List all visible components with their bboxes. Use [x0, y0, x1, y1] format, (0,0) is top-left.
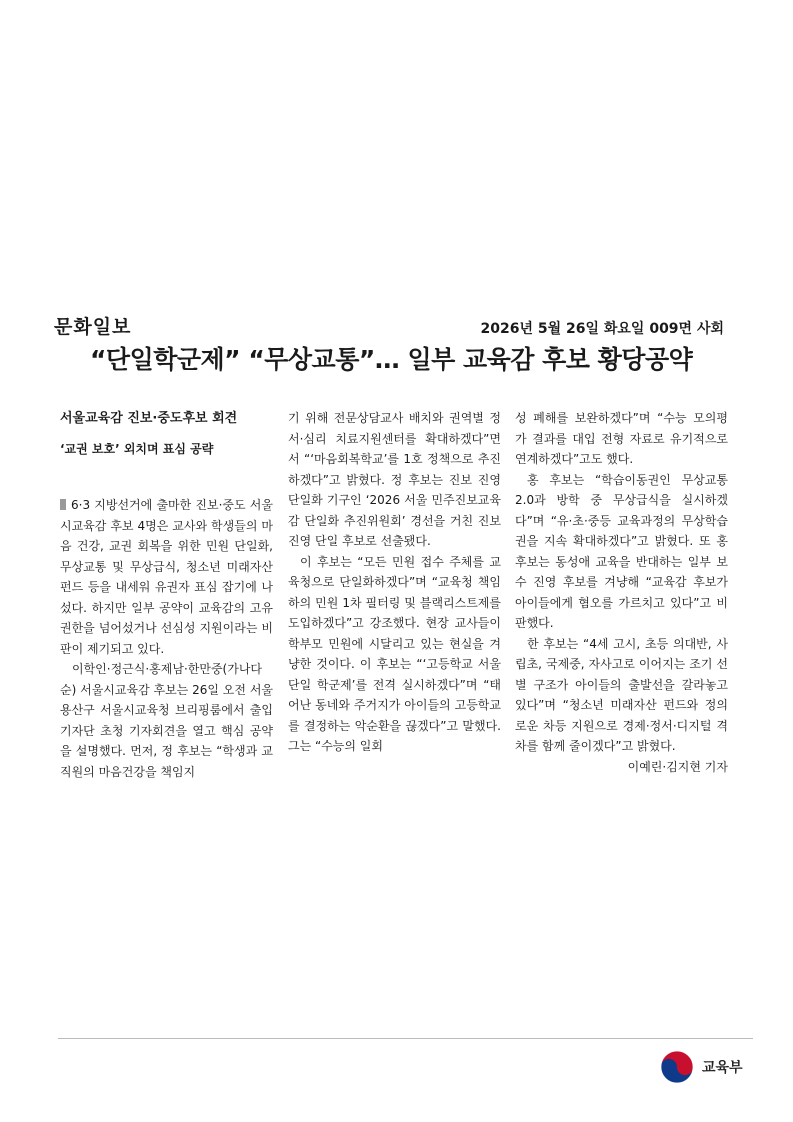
article-column-2	[288, 408, 501, 757]
paragraph: 성 폐해를 보완하겠다”며 “수능 모의평가 결과를 대입 전형 자료로 유기적으로 연계하겠다”고도 했다.	[515, 411, 728, 466]
paragraph: 한 후보는 “4세 고시, 초등 의대반, 사립초, 국제중, 자사고로 이어지는 조기 선별 구조가 아이들의 출발선을 갈라놓고 있다”며 “청소년 미래자산 펀드와 정의로운 차등 지원으로 경제·정서·디지털 격차를 함께 줄이겠다”고 밝혔다.	[515, 636, 728, 753]
subhead-secondary: ‘교권 보호’ 외치며 표심 공략	[60, 442, 214, 456]
subhead-primary: 서울교육감 진보·중도후보 회견	[60, 411, 238, 426]
paragraph: 기 위해 전문상담교사 배치와 권역별 정서·심리 치료지원센터를 확대하겠다”면서 “‘마음회복학교’를 1호 정책으로 추진하겠다”고 밝혔다. 정 후보는 진보 진영 단일화 기구인 ‘2026 서울 민주진보교육감 단일화 추진위원회’ 경선을 거친 진보 진영 단일 후보로 선출됐다.	[288, 411, 501, 548]
paragraph: 홍 후보는 “학습이동권인 무상교통 2.0과 방학 중 무상급식을 실시하겠다”며 “유·초·중등 교육과정의 무상학습권을 지속 확대하겠다”고 밝혔다. 또 홍 후보는 동성애 교육을 반대하는 일부 보수 진영 후보를 겨냥해 “교육감 후보가 아이들에게 혐오를 가르치고 있다”고 비판했다.	[515, 472, 728, 630]
lead-marker-icon	[60, 499, 66, 510]
article-column-3	[515, 408, 728, 777]
dateline: 2026년 5월 26일 화요일 009면 사회	[480, 321, 724, 337]
byline: 이예린·김지현 기자	[627, 759, 728, 774]
ministry-logo	[658, 1048, 743, 1086]
masthead: 문화일보	[54, 316, 132, 338]
article-column-1	[60, 408, 273, 782]
paragraph-text: 6·3 지방선거에 출마한 진보·중도 서울시교육감 후보 4명은 교사와 학생들의 마음 건강, 교권 회복을 위한 민원 단일화, 무상교통 및 무상급식, 청소년 미래자산 펀드 등을 내세워 유권자 표심 잡기에 나섰다. 하지만 일부 공약이 교육감의 고유 권한을 넘어섰거나 선심성 지원이라는 비판이 제기되고 있다.	[60, 498, 273, 656]
paragraph	[60, 495, 273, 659]
taegeuk-icon	[658, 1048, 696, 1086]
paragraph: 이 후보는 “모든 민원 접수 주체를 교육청으로 단일화하겠다”며 “교육청 책임하의 민원 1차 필터링 및 블랙리스트제를 도입하겠다”고 강조했다. 현장 교사들이 학부모 민원에 시달리고 있는 현실을 겨냥한 것이다. 이 후보는 “‘고등학교 서울 단일 학군제’를 전격 실시하겠다”며 “태어난 동네와 주거지가 아이들의 고등학교를 결정하는 악순환을 끊겠다”고 말했다. 그는 “수능의 일회	[288, 554, 501, 753]
paragraph: 이학인·정근식·홍제남·한만중(가나다순) 서울시교육감 후보는 26일 오전 서울 용산구 서울시교육청 브리핑룸에서 출입기자단 초청 기자회견을 열고 핵심 공약을 설명했다. 먼저, 정 후보는 “학생과 교직원의 마음건강을 책임지	[60, 662, 273, 779]
footer-divider	[58, 1038, 753, 1039]
logo-text: 교육부	[702, 1060, 743, 1076]
headline: “단일학군제” “무상교통”… 일부 교육감 후보 황당공약	[90, 345, 693, 374]
